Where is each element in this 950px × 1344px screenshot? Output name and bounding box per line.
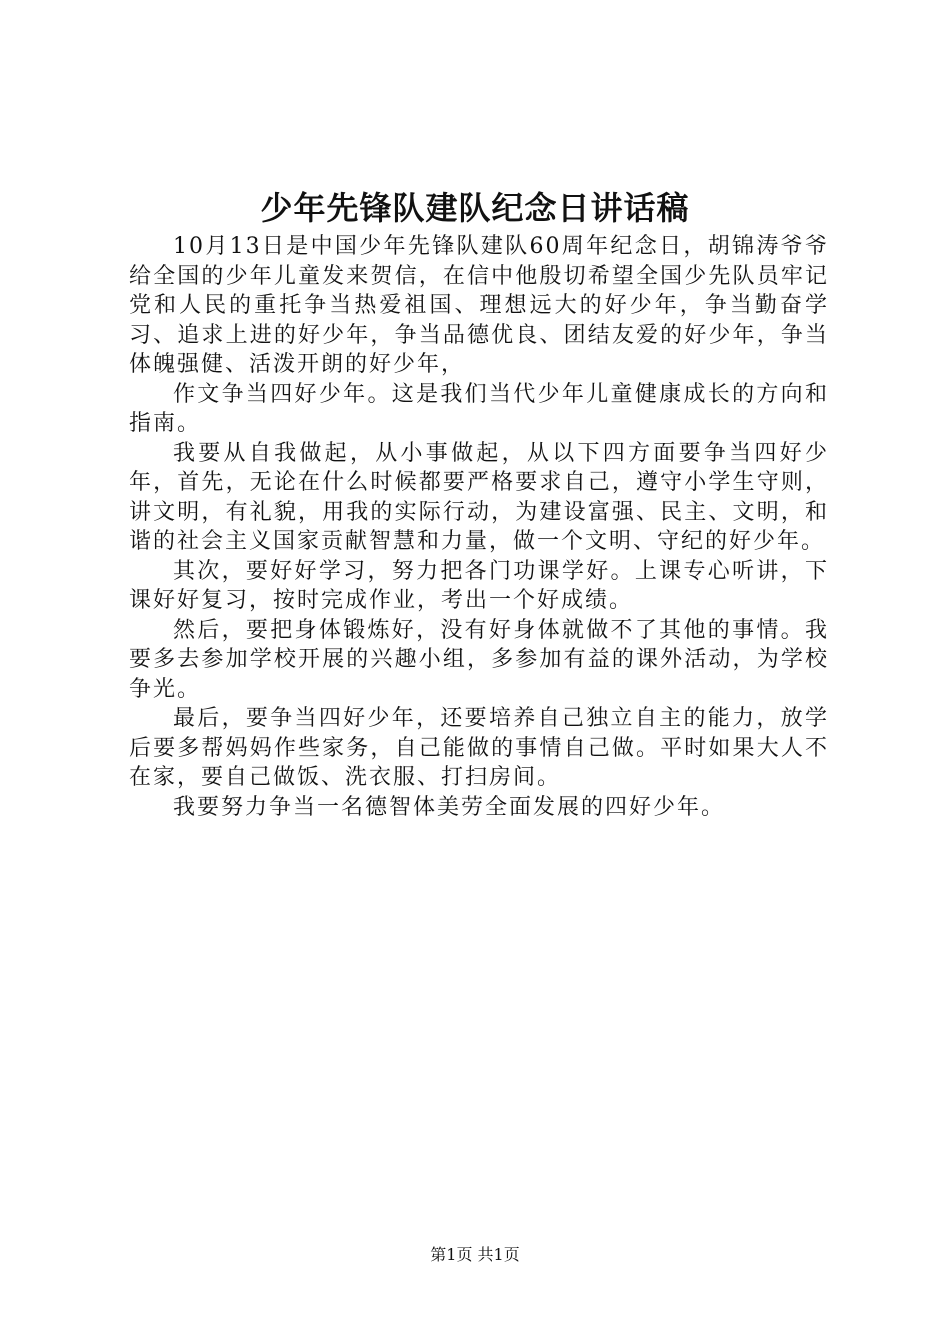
paragraph-6: 最后，要争当四好少年，还要培养自己独立自主的能力，放学后要多帮妈妈作些家务，自己能做的事情自己做。平时如果大人不在家，要自己做饭、洗衣服、打扫房间。 (129, 706, 829, 790)
paragraph-3: 我要从自我做起，从小事做起，从以下四方面要争当四好少年，首先，无论在什么时候都要严格要求自己，遵守小学生守则，讲文明，有礼貌，用我的实际行动，为建设富强、民主、文明，和谐的社会主义国家贡献智慧和力量，做一个文明、守纪的好少年。 (129, 440, 829, 554)
paragraph-7: 我要努力争当一名德智体美劳全面发展的四好少年。 (173, 794, 726, 820)
document-title: 少年先锋队建队纪念日讲话稿 (260, 189, 690, 227)
paragraph-1: 10月13日是中国少年先锋队建队60周年纪念日，胡锦涛爷爷给全国的少年儿童发来贺信，在信中他殷切希望全国少先队员牢记党和人民的重托争当热爱祖国、理想远大的好少年，争当勤奋学习、追求上进的好少年，争当品德优良、团结友爱的好少年，争当体魄强健、活泼开朗的好少年， (129, 234, 829, 377)
paragraph-5: 然后，要把身体锻炼好，没有好身体就做不了其他的事情。我要多去参加学校开展的兴趣小组，多参加有益的课外活动，为学校争光。 (129, 617, 829, 702)
document-body (129, 232, 829, 822)
page-number-footer: 第1页 共1页 (430, 1245, 520, 1264)
paragraph-2: 作文争当四好少年。这是我们当代少年儿童健康成长的方向和指南。 (129, 381, 829, 436)
paragraph-4: 其次，要好好学习，努力把各门功课学好。上课专心听讲，下课好好复习，按时完成作业，考出一个好成绩。 (129, 558, 829, 613)
